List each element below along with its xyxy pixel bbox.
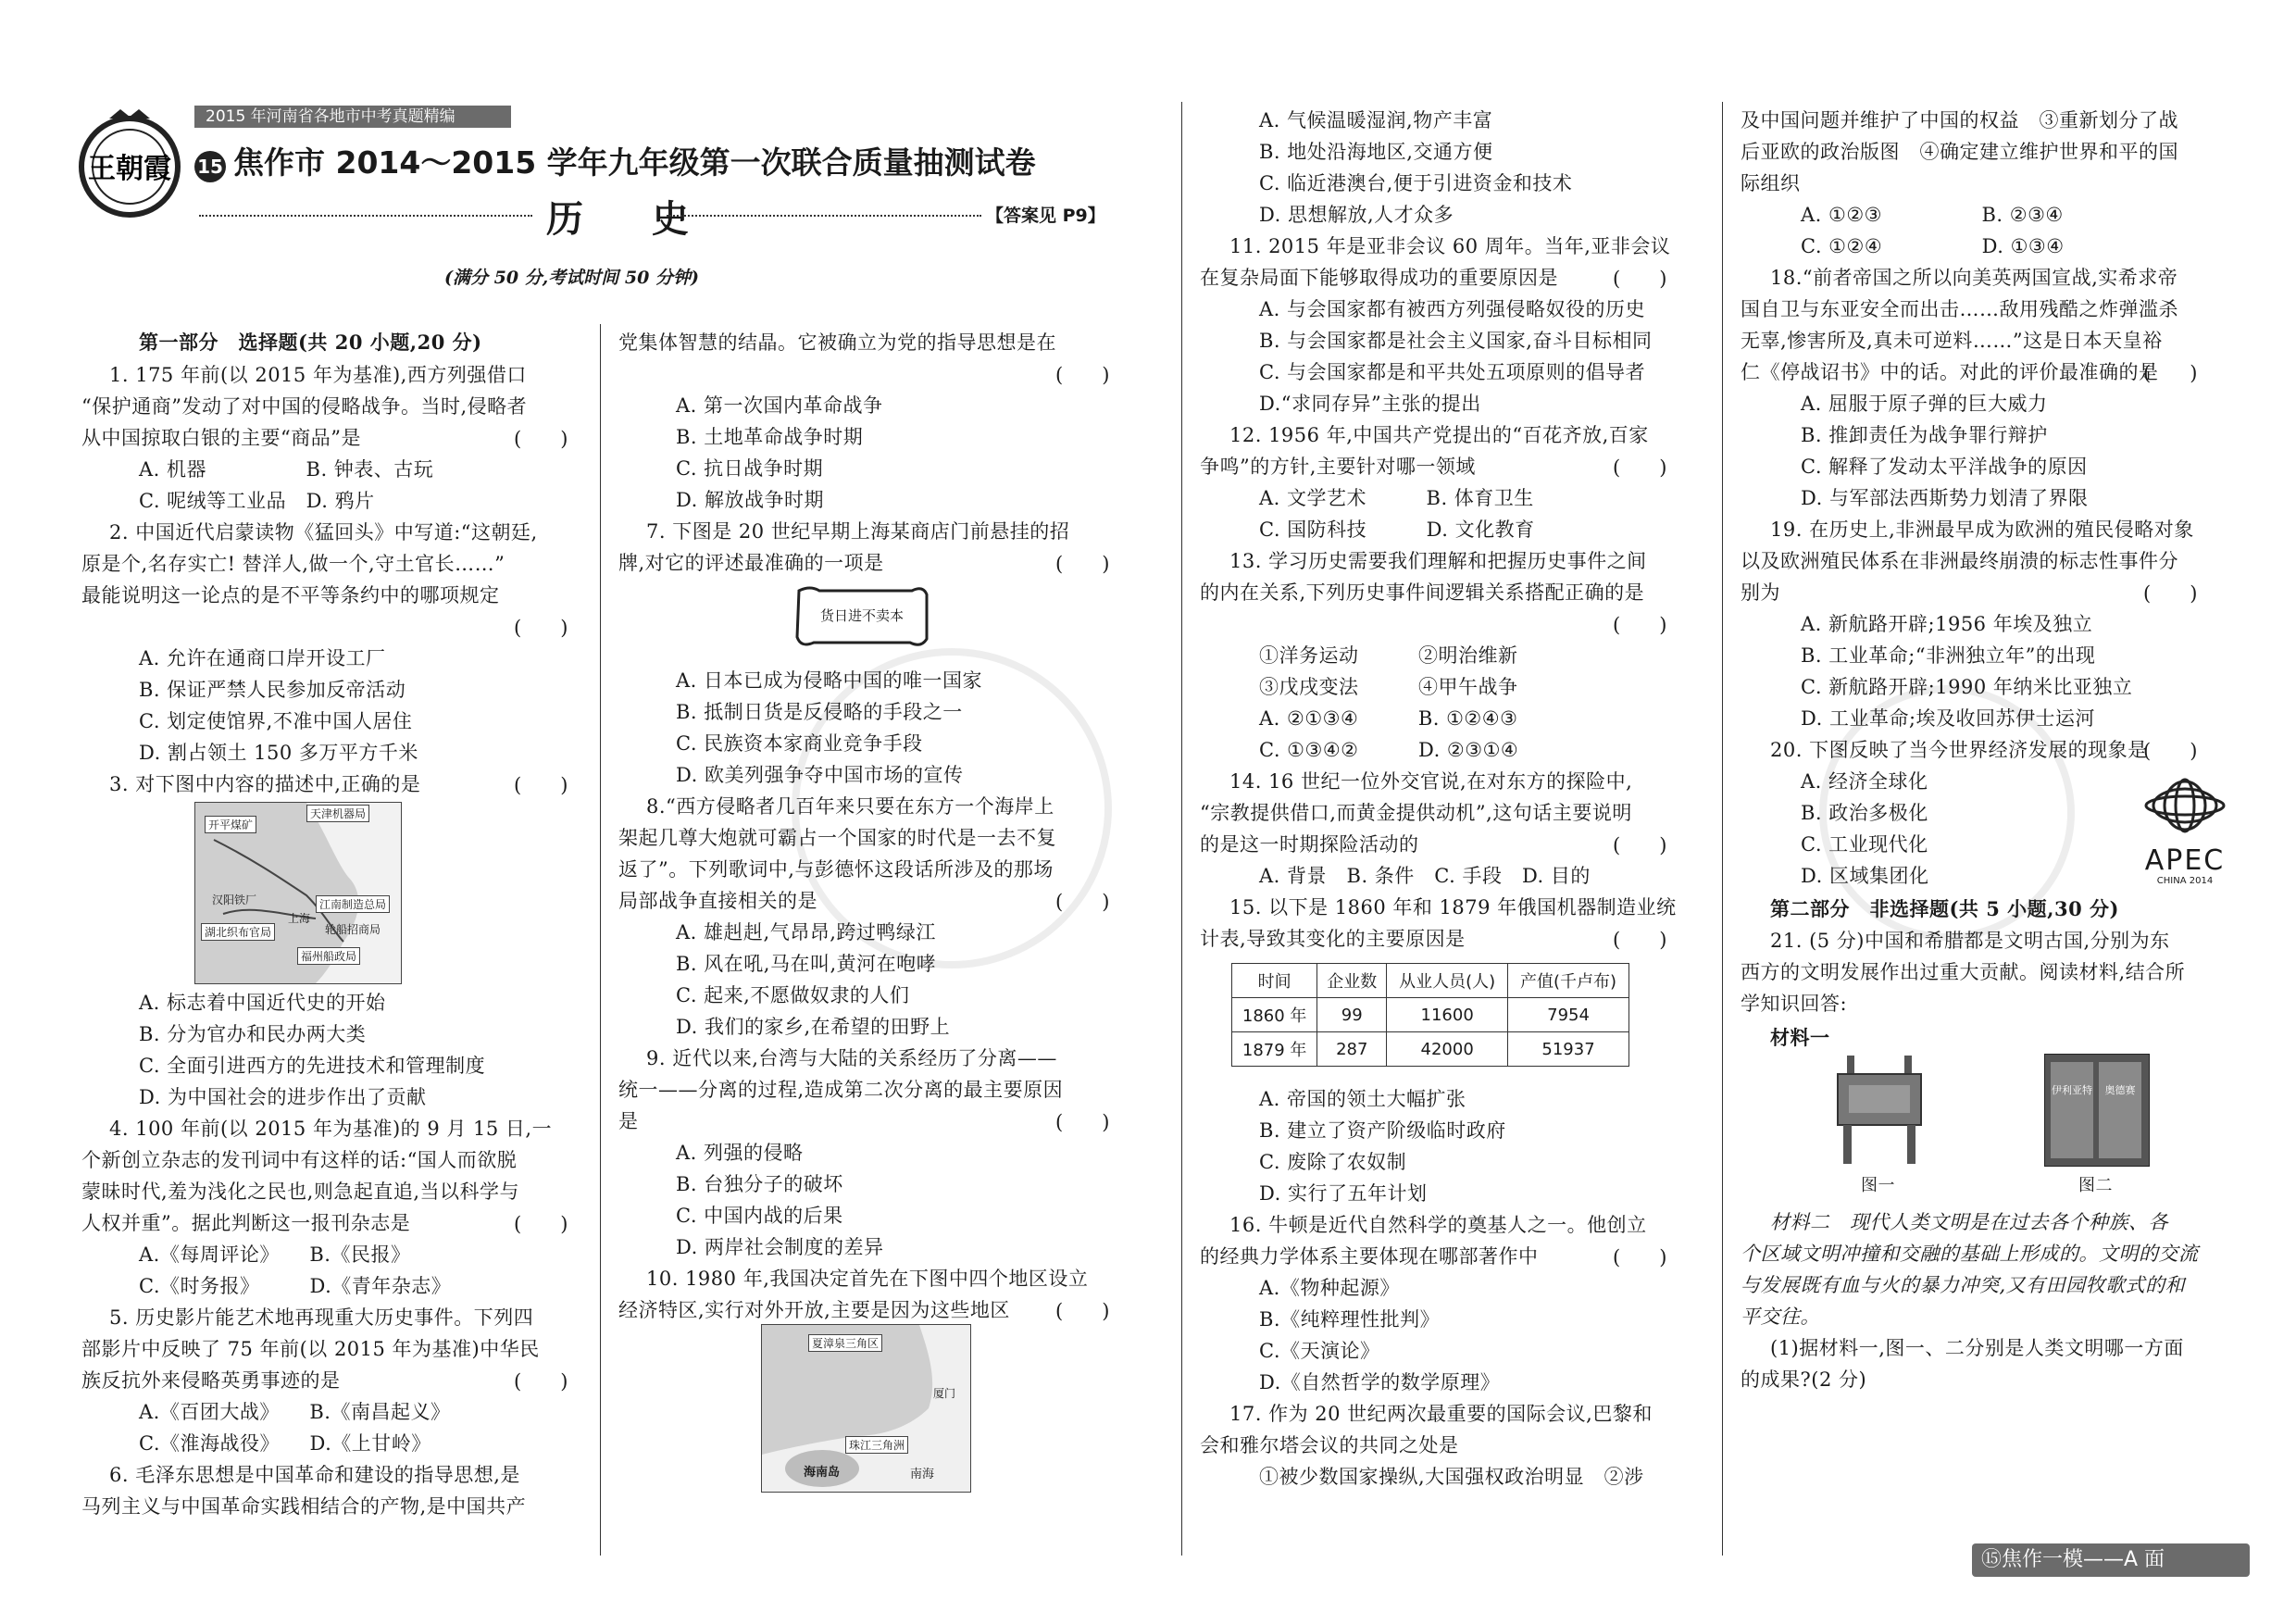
table-cell: 287	[1317, 1032, 1387, 1067]
table-cell: 51937	[1508, 1032, 1629, 1067]
q17-line: ①被少数国家操纵,大国强权政治明显 ②涉	[1259, 1466, 1644, 1488]
answer-paren: ( )	[1055, 364, 1110, 386]
q21-line: 西方的文明发展作出过重大贡献。阅读材料,结合所	[1741, 961, 2186, 983]
q14-line: 14. 16 世纪一位外交官说,在对东方的探险中,	[1229, 770, 1633, 793]
q8-line: 返了”。下列歌词中,与彭德怀这段话所涉及的那场	[618, 858, 1054, 881]
figure-1-caption: 图一	[1861, 1176, 1895, 1195]
apec-text: APEC	[2144, 844, 2226, 877]
exam-note: (满分 50 分,考试时间 50 分钟)	[444, 268, 699, 288]
q8-line: 局部战争直接相关的是	[618, 890, 817, 912]
subject-title: 历 史	[546, 197, 717, 241]
map-label: 湖北织布官局	[201, 923, 275, 941]
bronze-vessel-figure	[1828, 1056, 1930, 1167]
map-label: 福州船政局	[297, 947, 360, 965]
q16-option: D.《自然哲学的数学原理》	[1259, 1371, 1501, 1393]
q18-line: 仁《停战诏书》中的话。对此的评价最准确的是	[1741, 361, 2159, 383]
answer-paren: ( )	[2143, 582, 2198, 605]
q3-map-figure	[194, 802, 402, 984]
section-heading: 第二部分 非选择题(共 5 小题,30 分)	[1770, 897, 2119, 920]
q15-option: A. 帝国的领土大幅扩张	[1259, 1088, 1466, 1110]
q18-line: 18.“前者帝国之所以向美英两国宣战,实希求帝	[1770, 267, 2178, 289]
q15-option: B. 建立了资产阶级临时政府	[1259, 1119, 1506, 1142]
q2-option: C. 划定使馆界,不准中国人居住	[139, 710, 413, 732]
q9-line: 9. 近代以来,台湾与大陆的关系经历了分离——	[646, 1047, 1057, 1069]
q2-option: D. 割占领土 150 多万平方千米	[139, 742, 418, 764]
answer-paren: ( )	[2143, 740, 2198, 762]
q16-option: A.《物种起源》	[1259, 1277, 1400, 1299]
table-row	[1232, 998, 1629, 1032]
q1-line: “保护通商”发动了对中国的侵略战争。当时,侵略者	[81, 395, 528, 418]
q11-line: 在复杂局面下能够取得成功的重要原因是	[1200, 267, 1558, 289]
page-divider	[1181, 102, 1182, 1556]
q12-line: 争鸣”的方针,主要针对哪一领域	[1200, 456, 1476, 478]
q6-option: C. 抗日战争时期	[676, 457, 824, 480]
q1-option: C. 呢绒等工业品 D. 鸦片	[139, 490, 375, 512]
q6-line: 马列主义与中国革命实践相结合的产物,是中国共产	[81, 1495, 527, 1518]
q2-line: 2. 中国近代启蒙读物《猛回头》中写道:“这朝廷,	[109, 521, 538, 544]
answer-reference: 【答案见 P9】	[986, 206, 1105, 226]
q11-option: D.“求同存异”主张的提出	[1259, 393, 1481, 415]
q9-option: B. 台独分子的破坏	[676, 1173, 843, 1195]
q10-map-figure	[761, 1324, 971, 1493]
q15-line: 15. 以下是 1860 年和 1879 年俄国机器制造业统	[1229, 896, 1677, 918]
q11-option: C. 与会国家都是和平共处五项原则的倡导者	[1259, 361, 1646, 383]
q4-line: 蒙昧时代,羞为浅化之民也,则急起直追,当以科学与	[81, 1181, 520, 1203]
q13-item: ①洋务运动 ②明治维新	[1259, 644, 1518, 667]
q14-option: A. 背景 B. 条件 C. 手段 D. 目的	[1259, 865, 1591, 887]
q14-line: 的是这一时期探险活动的	[1200, 833, 1419, 856]
answer-paren: ( )	[1613, 929, 1667, 951]
table-row	[1232, 1032, 1629, 1067]
page-footer: ⑮焦作一模——A 面	[1972, 1543, 2250, 1577]
q3-line: 3. 对下图中内容的描述中,正确的是	[109, 773, 421, 795]
q17-option: C. ①②④ D. ①③④	[1801, 235, 2065, 257]
material-two: 个区域文明冲撞和交融的基础上形成的。文明的交流	[1741, 1243, 2199, 1265]
q3-option: D. 为中国社会的进步作出了贡献	[139, 1086, 427, 1108]
material-one-label: 材料一	[1770, 1026, 1830, 1049]
section-heading: 第一部分 选择题(共 20 小题,20 分)	[139, 331, 482, 354]
answer-paren: ( )	[1613, 268, 1667, 290]
q14-line: “宗教提供借口,而黄金提供动机”,这句话主要说明	[1200, 802, 1632, 824]
q7-option: C. 民族资本家商业竞争手段	[676, 732, 923, 755]
q3-option: B. 分为官办和民办两大类	[139, 1023, 367, 1045]
answer-paren: ( )	[514, 617, 568, 639]
number-badge: 15	[194, 151, 226, 182]
table-header-cell: 从业人员(人)	[1387, 964, 1508, 998]
q2-option: A. 允许在通商口岸开设工厂	[139, 647, 386, 669]
q10-option: D. 思想解放,人才众多	[1259, 204, 1454, 226]
table-cell: 1860 年	[1232, 998, 1317, 1032]
material-two: 平交往。	[1741, 1306, 1820, 1328]
q17-line: 17. 作为 20 世纪两次最重要的国际会议,巴黎和	[1229, 1403, 1653, 1425]
answer-paren: ( )	[1613, 456, 1667, 479]
q13-option: C. ①③④② D. ②③①④	[1259, 739, 1519, 761]
q8-line: 8.“西方侵略者几百年来只要在东方一个海岸上	[646, 795, 1054, 818]
q19-line: 以及欧洲殖民体系在非洲最终崩溃的标志性事件分	[1741, 550, 2178, 572]
q6-option: A. 第一次国内革命战争	[676, 394, 883, 417]
table-cell: 7954	[1508, 998, 1629, 1032]
q4-option: C.《时务报》 D.《青年杂志》	[139, 1275, 452, 1297]
table-cell: 42000	[1387, 1032, 1508, 1067]
table-header-cell: 时间	[1232, 964, 1317, 998]
apec-logo	[2129, 778, 2240, 889]
q19-option: C. 新航路开辟;1990 年纳米比亚独立	[1801, 676, 2133, 698]
q4-option: A.《每周评论》 B.《民报》	[139, 1243, 411, 1266]
q9-line: 统一——分离的过程,造成第二次分离的最主要原因	[618, 1079, 1064, 1101]
map-label: 海南岛	[804, 1466, 841, 1480]
q21-line: 学知识回答:	[1741, 993, 1848, 1015]
q2-option: B. 保证严禁人民参加反帝活动	[139, 679, 406, 701]
q10-line: 经济特区,实行对外开放,主要是因为这些地区	[618, 1299, 1010, 1321]
answer-paren: ( )	[1055, 553, 1110, 575]
answer-paren: ( )	[1613, 614, 1667, 636]
q19-line: 别为	[1741, 581, 1780, 604]
q5-option: C.《淮海战役》 D.《上甘岭》	[139, 1432, 431, 1455]
map-label: 轮船招商局	[325, 923, 381, 936]
map-label: 厦门	[933, 1387, 956, 1400]
q12-option: C. 国防科技 D. 文化教育	[1259, 519, 1535, 541]
q1-line: 1. 175 年前(以 2015 年为基准),西方列强借口	[109, 364, 527, 386]
column-divider	[600, 324, 601, 1556]
q19-option: B. 工业革命;“非洲独立年”的出现	[1801, 644, 2096, 667]
answer-paren: ( )	[1613, 834, 1667, 856]
q20-option: B. 政治多极化	[1801, 802, 1928, 824]
map-label: 江南制造总局	[316, 895, 390, 913]
map-label: 开平煤矿	[205, 816, 256, 833]
paper-title: 15 焦作市 2014～2015 学年九年级第一次联合质量抽测试卷	[194, 139, 1036, 182]
q18-line: 国自卫与东亚安全而出击……敌用残酷之炸弹滥杀	[1741, 298, 2178, 320]
q4-line: 4. 100 年前(以 2015 年为基准)的 9 月 15 日,一	[109, 1118, 553, 1140]
q8-option: B. 风在吼,马在叫,黄河在咆哮	[676, 953, 937, 975]
material-two: 材料二 现代人类文明是在过去各个种族、各	[1770, 1211, 2168, 1233]
q19-line: 19. 在历史上,非洲最早成为欧洲的殖民侵略对象	[1770, 519, 2194, 541]
q12-option: A. 文学艺术 B. 体育卫生	[1259, 487, 1534, 509]
q4-line: 个新创立杂志的发刊词中有这样的话:“国人而欲脱	[81, 1149, 518, 1171]
q18-line: 无辜,惨害所及,真未可逆料……”这是日本天皇裕	[1741, 330, 2163, 352]
q20-option: A. 经济全球化	[1801, 770, 1928, 793]
q6-option: B. 土地革命战争时期	[676, 426, 864, 448]
answer-paren: ( )	[2143, 362, 2198, 384]
q18-option: D. 与军部法西斯势力划清了界限	[1801, 487, 2089, 509]
table-header-row	[1232, 964, 1629, 998]
q16-line: 的经典力学体系主要体现在哪部著作中	[1200, 1245, 1539, 1268]
q20-line: 20. 下图反映了当今世界经济发展的现象是	[1770, 739, 2148, 761]
title-rule-right	[667, 215, 981, 217]
q11-option: B. 与会国家都是社会主义国家,奋斗目标相同	[1259, 330, 1653, 352]
answer-paren: ( )	[514, 1370, 568, 1393]
series-banner: 2015 年河南省各地市中考真题精编	[194, 106, 511, 128]
answer-paren: ( )	[1055, 891, 1110, 913]
map-label: 天津机器局	[306, 805, 369, 822]
q7-option: B. 抵制日货是反侵略的手段之一	[676, 701, 963, 723]
answer-paren: ( )	[1055, 1111, 1110, 1133]
table-cell: 11600	[1387, 998, 1508, 1032]
q19-option: A. 新航路开辟;1956 年埃及独立	[1801, 613, 2093, 635]
apec-subtext: CHINA 2014	[2156, 876, 2214, 886]
q15-option: D. 实行了五年计划	[1259, 1182, 1428, 1205]
q18-option: A. 屈服于原子弹的巨大威力	[1801, 393, 2048, 415]
q2-line: 原是个,名存实亡! 替洋人,做一个,守土官长……”	[81, 553, 505, 575]
q21-line: 21. (5 分)中国和希腊都是文明古国,分别为东	[1770, 930, 2170, 952]
map-label: 夏漳泉三角区	[808, 1334, 882, 1352]
q17-line: 会和雅尔塔会议的共同之处是	[1200, 1434, 1459, 1456]
answer-paren: ( )	[514, 1213, 568, 1235]
book-title: 伊利亚特	[2052, 1084, 2092, 1096]
q4-line: 人权并重”。据此判断这一报刊杂志是	[81, 1212, 411, 1234]
q13-option: A. ②①③④ B. ①②④③	[1259, 707, 1518, 730]
q13-line: 13. 学习历史需要我们理解和把握历史事件之间	[1229, 550, 1647, 572]
q6-option: D. 解放战争时期	[676, 489, 824, 511]
q7-line: 7. 下图是 20 世纪早期上海某商店门前悬挂的招	[646, 520, 1070, 543]
q20-option: C. 工业现代化	[1801, 833, 1928, 856]
book-title: 奥德赛	[2104, 1084, 2136, 1096]
q15-statistics-table	[1231, 963, 1629, 1067]
q17-option: A. ①②③ B. ②③④	[1801, 204, 2064, 226]
publisher-logo	[72, 104, 202, 224]
q13-item: ③戊戌变法 ④甲午战争	[1259, 676, 1518, 698]
map-label: 上海	[288, 912, 311, 925]
answer-paren: ( )	[514, 774, 568, 796]
map-label: 珠江三角洲	[845, 1436, 908, 1454]
q10-option: C. 临近港澳台,便于引进资金和技术	[1259, 172, 1573, 194]
q17-line: 际组织	[1741, 172, 1801, 194]
table-cell: 99	[1317, 998, 1387, 1032]
q5-line: 族反抗外来侵略英勇事迹的是	[81, 1369, 341, 1392]
q15-option: C. 废除了农奴制	[1259, 1151, 1407, 1173]
q11-option: A. 与会国家都有被西方列强侵略奴役的历史	[1259, 298, 1646, 320]
q21-subquestion: 的成果?(2 分)	[1741, 1368, 1867, 1391]
table-header-cell: 企业数	[1317, 964, 1387, 998]
q5-option: A.《百团大战》 B.《南昌起义》	[139, 1401, 451, 1423]
q8-option: C. 起来,不愿做奴隶的人们	[676, 984, 910, 1006]
q12-line: 12. 1956 年,中国共产党提出的“百花齐放,百家	[1229, 424, 1649, 446]
q11-line: 11. 2015 年是亚非会议 60 周年。当年,亚非会议	[1229, 235, 1671, 257]
q9-line: 是	[618, 1110, 639, 1132]
map-label: 南海	[910, 1468, 935, 1481]
q6-line: 6. 毛泽东思想是中国革命和建设的指导思想,是	[109, 1464, 520, 1486]
q10-option: B. 地处沿海地区,交通方便	[1259, 141, 1493, 163]
q5-line: 部影片中反映了 75 年前(以 2015 年为基准)中华民	[81, 1338, 540, 1360]
q16-line: 16. 牛顿是近代自然科学的奠基人之一。他创立	[1229, 1214, 1647, 1236]
book-cover-figure	[2044, 1054, 2150, 1167]
q9-option: C. 中国内战的后果	[676, 1205, 843, 1227]
q7-line: 牌,对它的评述最准确的一项是	[618, 552, 884, 574]
table-cell: 1879 年	[1232, 1032, 1317, 1067]
q10-line: 10. 1980 年,我国决定首先在下图中四个地区设立	[646, 1268, 1089, 1290]
q1-line: 从中国掠取白银的主要“商品”是	[81, 427, 361, 449]
q8-line: 架起几尊大炮就可霸占一个国家的时代是一去不复	[618, 827, 1056, 849]
q15-line: 计表,导致其变化的主要原因是	[1200, 928, 1466, 950]
q3-option: A. 标志着中国近代史的开始	[139, 992, 386, 1014]
title-rule-left	[199, 215, 532, 217]
answer-paren: ( )	[514, 428, 568, 450]
q13-line: 的内在关系,下列历史事件间逻辑关系搭配正确的是	[1200, 581, 1645, 604]
q9-option: A. 列强的侵略	[676, 1142, 804, 1164]
figure-2-caption: 图二	[2078, 1176, 2113, 1195]
q5-line: 5. 历史影片能艺术地再现重大历史事件。下列四	[109, 1306, 534, 1329]
q6-line: 党集体智慧的结晶。它被确立为党的指导思想是在	[618, 331, 1056, 354]
answer-paren: ( )	[1055, 1300, 1110, 1322]
table-header-cell: 产值(千卢布)	[1508, 964, 1629, 998]
q18-option: B. 推卸责任为战争罪行辩护	[1801, 424, 2048, 446]
shop-sign-figure	[792, 583, 932, 650]
q8-option: A. 雄赳赳,气昂昂,跨过鸭绿江	[676, 921, 936, 943]
q3-option: C. 全面引进西方的先进技术和管理制度	[139, 1055, 486, 1077]
q1-option: A. 机器 B. 钟表、古玩	[139, 458, 434, 481]
column-divider-right	[1722, 102, 1723, 1556]
answer-paren: ( )	[1613, 1246, 1667, 1268]
map-label: 汉阳铁厂	[212, 893, 257, 906]
q10-option: A. 气候温暖湿润,物产丰富	[1259, 109, 1493, 131]
q18-option: C. 解释了发动太平洋战争的原因	[1801, 456, 2088, 478]
q19-option: D. 工业革命;埃及收回苏伊士运河	[1801, 707, 2096, 730]
q21-subquestion: (1)据材料一,图一、二分别是人类文明哪一方面	[1770, 1337, 2184, 1359]
q17-line: 及中国问题并维护了中国的权益 ③重新划分了战	[1741, 109, 2178, 131]
q7-option: A. 日本已成为侵略中国的唯一国家	[676, 669, 983, 692]
q7-option: D. 欧美列强争夺中国市场的宣传	[676, 764, 964, 786]
material-two: 与发展既有血与火的暴力冲突,又有田园牧歌式的和	[1741, 1274, 2186, 1296]
q17-line: 后亚欧的政治版图 ④确定建立维护世界和平的国	[1741, 141, 2178, 163]
q9-option: D. 两岸社会制度的差异	[676, 1236, 884, 1258]
q8-option: D. 我们的家乡,在希望的田野上	[676, 1016, 951, 1038]
q16-option: C.《天演论》	[1259, 1340, 1380, 1362]
q2-line: 最能说明这一论点的是不平等条约中的哪项规定	[81, 584, 500, 606]
q20-option: D. 区域集团化	[1801, 865, 1929, 887]
sign-text: 货日进不卖本	[819, 607, 904, 624]
svg-text:王朝霞: 王朝霞	[88, 153, 171, 185]
q16-option: B.《纯粹理性批判》	[1259, 1308, 1441, 1331]
